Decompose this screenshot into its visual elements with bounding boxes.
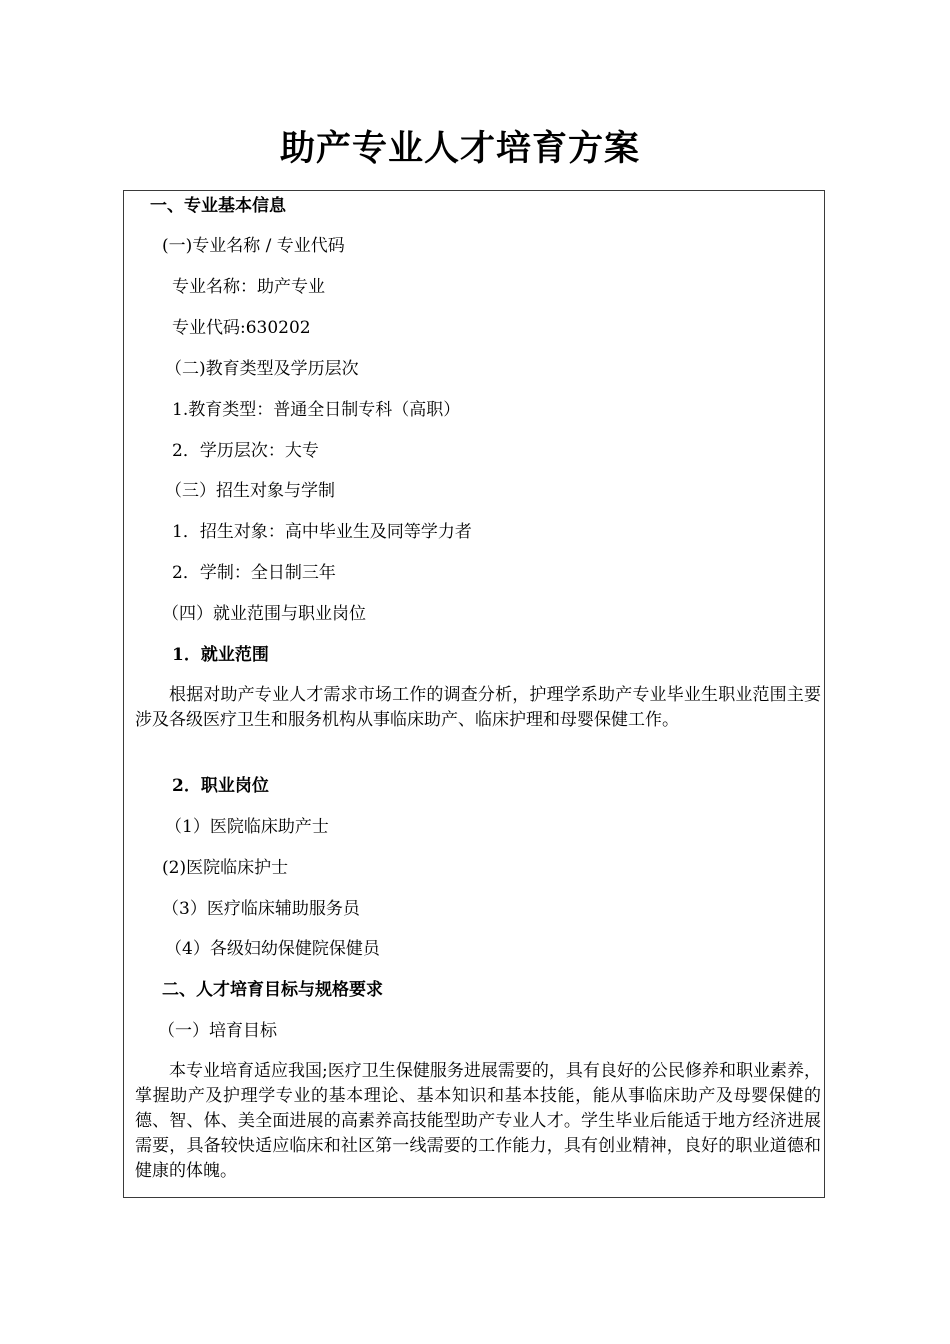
job-position-item-3: （3）医疗临床辅助服务员	[162, 899, 360, 919]
subheading-training-goal: （一）培育目标	[158, 1021, 277, 1041]
employment-scope-heading: 1．就业范围	[172, 645, 269, 665]
job-position-item-4: （4）各级妇幼保健院保健员	[165, 939, 380, 959]
enrollment-target-line: 1．招生对象：高中毕业生及同等学力者	[172, 522, 472, 542]
subheading-major-name-code: (一)专业名称 / 专业代码	[162, 236, 345, 256]
section-heading-training-goals: 二、人才培育目标与规格要求	[162, 980, 383, 1000]
job-position-item-2: (2)医院临床护士	[162, 858, 289, 878]
training-goal-paragraph: 本专业培育适应我国;医疗卫生保健服务进展需要的，具有良好的公民修养和职业素养，掌握助产及护理学专业的基本理论、基本知识和基本技能，能从事临床助产及母婴保健的德、智、体、美全面进展的高素养高技能型助产专业人才。学生毕业后能适于地方经济进展需要，具备较快适应临床和社区第一线需要的工作能力，具有创业精神，良好的职业道德和健康的体魄。	[135, 1061, 821, 1181]
page-title: 助产专业人才培育方案	[279, 128, 640, 169]
education-level-line: 2．学历层次：大专	[172, 441, 319, 461]
job-positions-heading: 2．职业岗位	[172, 776, 269, 796]
major-name-line: 专业名称：助产专业	[172, 277, 325, 297]
education-type-line: 1.教育类型：普通全日制专科（高职）	[172, 400, 461, 420]
job-position-item-1: （1）医院临床助产士	[165, 817, 329, 837]
study-duration-line: 2．学制：全日制三年	[172, 563, 336, 583]
employment-scope-paragraph: 根据对助产专业人才需求市场工作的调查分析，护理学系助产专业毕业生职业范围主要涉及各级医疗卫生和服务机构从事临床助产、临床护理和母婴保健工作。	[135, 685, 821, 730]
subheading-enrollment: （三）招生对象与学制	[165, 481, 335, 501]
section-heading-basic-info: 一、专业基本信息	[150, 196, 286, 216]
subheading-education-type: （二)教育类型及学历层次	[165, 359, 359, 379]
subheading-employment: （四）就业范围与职业岗位	[162, 604, 366, 624]
major-code-line: 专业代码:630202	[172, 318, 311, 338]
